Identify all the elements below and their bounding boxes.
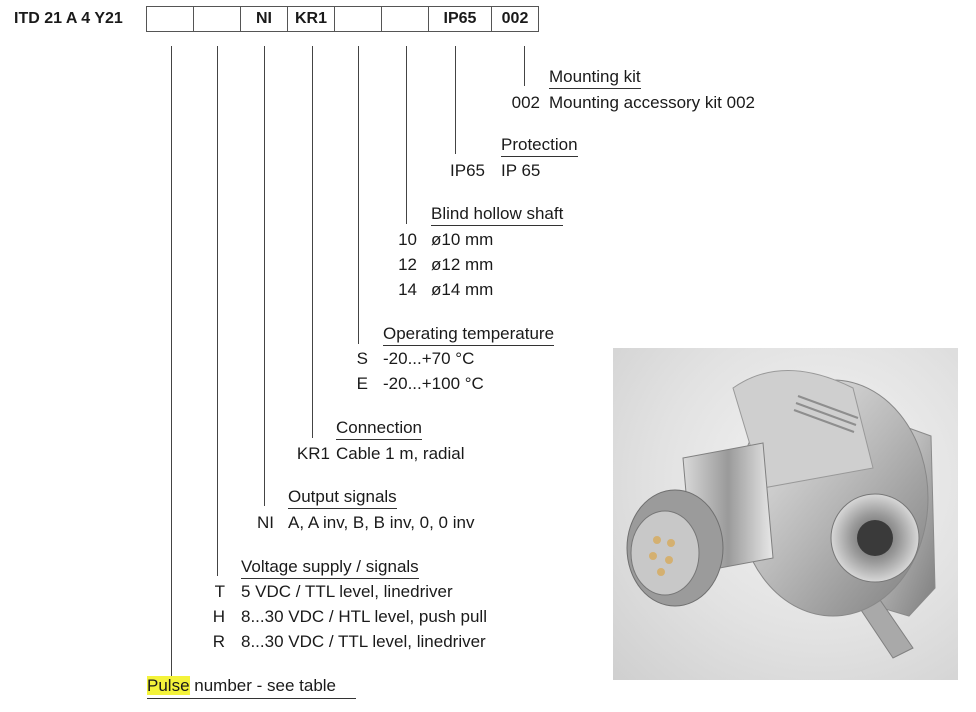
option-code: KR1 — [296, 444, 330, 463]
option-code: R — [212, 632, 225, 651]
group-title-blind-hollow-shaft: Blind hollow shaft — [431, 204, 563, 226]
option-code: 002 — [511, 93, 540, 112]
option-label: 5 VDC / TTL level, linedriver — [241, 582, 453, 601]
option-code: NI — [257, 513, 274, 532]
option-label: Cable 1 m, radial — [336, 444, 465, 463]
option-label: ø14 mm — [431, 280, 494, 299]
pulse-rest: number - see table — [189, 676, 336, 695]
option-label: Mounting accessory kit 002 — [549, 93, 755, 112]
option-label: IP 65 — [501, 161, 541, 180]
connector-line-pulse — [171, 46, 172, 676]
code-box-pulse — [146, 6, 194, 32]
group-title-voltage-supply: Voltage supply / signals — [241, 557, 419, 579]
option-label: ø10 mm — [431, 230, 494, 249]
pulse-number-note — [147, 676, 336, 696]
option-label: ø12 mm — [431, 255, 494, 274]
group-title-mounting-kit: Mounting kit — [549, 67, 641, 89]
option-label: 8...30 VDC / HTL level, push pull — [241, 607, 487, 626]
rotary-encoder-photo — [613, 348, 958, 680]
option-code: E — [356, 374, 368, 393]
code-box-temperature — [335, 6, 382, 32]
connector-line-mounting — [524, 46, 525, 86]
hollow-shaft-bore — [857, 520, 893, 556]
order-code-boxes — [146, 6, 539, 32]
order-code-prefix: ITD 21 A 4 Y21 — [14, 10, 123, 27]
connector-face — [631, 511, 699, 595]
code-box-protection: IP65 — [429, 6, 492, 32]
connector-line-connection — [312, 46, 313, 438]
pulse-underline — [147, 698, 356, 699]
code-box-voltage — [194, 6, 241, 32]
group-title-protection: Protection — [501, 135, 578, 157]
option-code: T — [214, 582, 225, 601]
connector-pin — [649, 552, 657, 560]
connector-line-protection — [455, 46, 456, 154]
option-label: A, A inv, B, B inv, 0, 0 inv — [288, 513, 475, 532]
option-code: 14 — [398, 280, 417, 299]
option-label: -20...+100 °C — [383, 374, 484, 393]
encoder-illustration — [613, 348, 958, 680]
option-code: 12 — [398, 255, 417, 274]
option-code: IP65 — [450, 161, 485, 180]
connector-line-temperature — [358, 46, 359, 344]
code-box-mounting: 002 — [492, 6, 539, 32]
option-code: H — [212, 607, 225, 626]
order-code-prefix-row — [14, 6, 129, 32]
pulse-highlight: Pulse — [147, 676, 190, 695]
connector-line-voltage — [217, 46, 218, 576]
connector-pin — [653, 536, 661, 544]
code-box-shaft — [382, 6, 429, 32]
group-title-operating-temperature: Operating temperature — [383, 324, 554, 346]
group-title-output-signals: Output signals — [288, 487, 397, 509]
connector-pin — [665, 556, 673, 564]
option-label: -20...+70 °C — [383, 349, 475, 368]
connector-pin — [667, 539, 675, 547]
option-code: S — [356, 349, 368, 368]
connector-line-output — [264, 46, 265, 506]
code-box-connection: KR1 — [288, 6, 335, 32]
connector-line-shaft — [406, 46, 407, 224]
connector-pin — [657, 568, 665, 576]
option-label: 8...30 VDC / TTL level, linedriver — [241, 632, 486, 651]
option-code: 10 — [398, 230, 417, 249]
group-title-connection: Connection — [336, 418, 422, 440]
code-box-output: NI — [241, 6, 288, 32]
